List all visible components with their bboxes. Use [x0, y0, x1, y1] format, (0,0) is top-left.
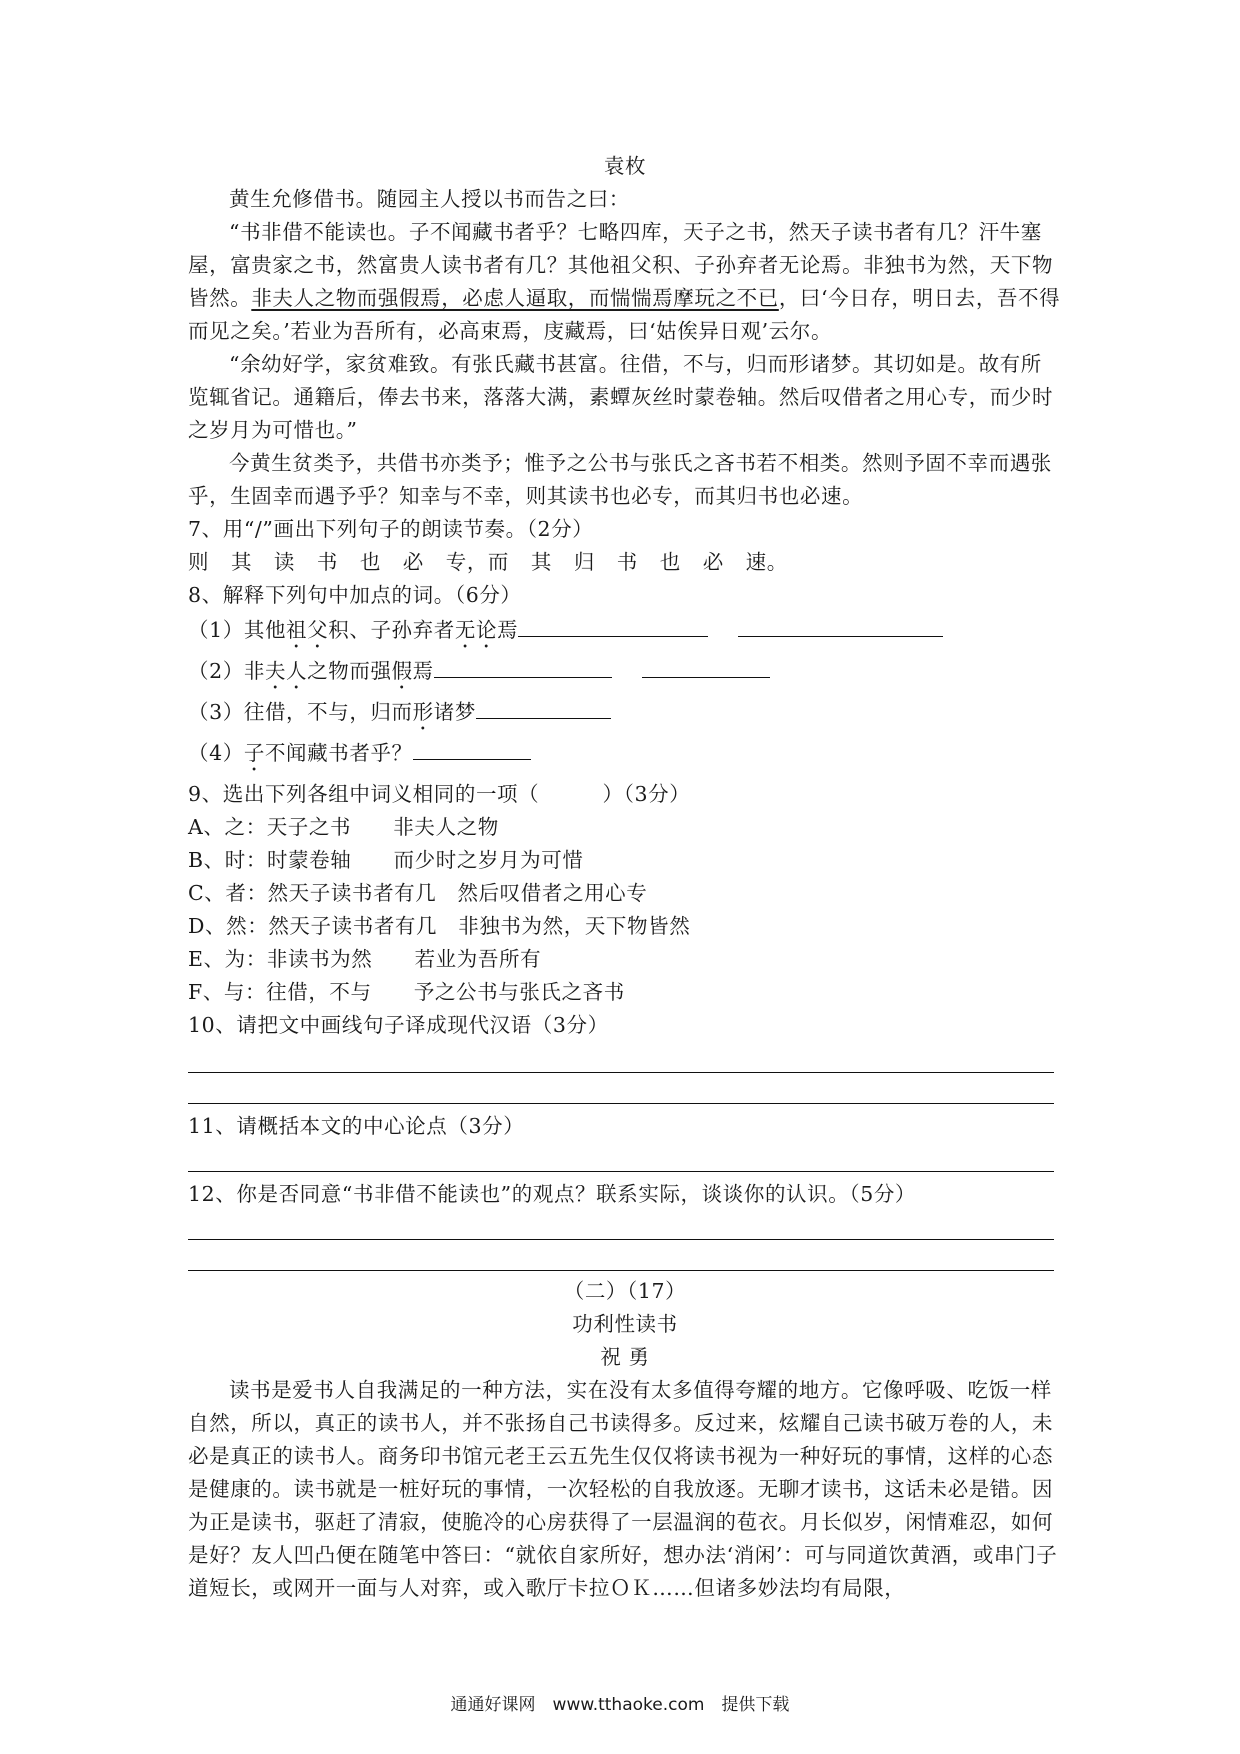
- answer-blank[interactable]: [518, 614, 708, 637]
- passage2-title: 功利性读书: [572, 1312, 678, 1336]
- passage1-paragraph-2: [188, 216, 1062, 348]
- answer-line[interactable]: [188, 1073, 1054, 1104]
- dotted-word: 假: [391, 659, 413, 683]
- question-9-option-a: A、之：天子之书 非夫人之物: [188, 815, 499, 839]
- item-text: （4）: [188, 741, 244, 765]
- answer-line[interactable]: [188, 1143, 1054, 1172]
- question-10-title: 10、请把文中画线句子译成现代汉语（3分）: [188, 1013, 609, 1037]
- rhythm-char: 其: [530, 550, 552, 574]
- rhythm-char: 也: [359, 550, 381, 574]
- rhythm-char: 书: [616, 550, 638, 574]
- dotted-word: 子: [243, 741, 265, 765]
- rhythm-char: 读: [273, 550, 296, 574]
- answer-blank[interactable]: [476, 696, 611, 719]
- rhythm-char: 速。: [745, 550, 788, 574]
- question-9-option-c: C、者：然天子读书者有几 然后叹借者之用心专: [188, 881, 648, 905]
- question-8-item-2: [188, 655, 1062, 694]
- passage2-paragraph-1: 读书是爱书人自我满足的一种方法，实在没有太多值得夸耀的地方。它像呼吸、吃饭一样自然，所以，真正的读书人，并不张扬自己书读得多。反过来，炫耀自己读书破万卷的人，未必是真正的读书人。商务印书馆元老王云五先生仅仅将读书视为一种好玩的事情，这样的心态是健康的。读书就是一桩好玩的事情，一次轻松的自我放逐。无聊才读书，这话未必是错。因为正是读书，驱赶了清寂，使脆冷的心房获得了一层温润的苞衣。月长似岁，闲情难忍，如何是好？友人凹凸便在随笔中答曰：“就依自家所好，想办法‘消闲’：可与同道饮黄酒，或串门子道短长，或网开一面与人对弈，或入歌厅卡拉ＯＫ……但诸多妙法均有局限，: [188, 1378, 1058, 1600]
- rhythm-char: 其: [230, 550, 253, 574]
- question-8-item-1: [188, 614, 1062, 653]
- answer-line[interactable]: [188, 1240, 1054, 1271]
- question-9-title: 9、选出下列各组中词义相同的一项（ ）（3分）: [188, 782, 691, 806]
- document-body: [188, 150, 1062, 1605]
- question-7-title: 7、用“/”画出下列句子的朗读节奏。（2分）: [188, 517, 594, 541]
- rhythm-char: 也: [659, 550, 681, 574]
- item-text: 焉: [412, 659, 434, 683]
- answer-blank[interactable]: [413, 737, 531, 760]
- item-text: （2）非: [188, 659, 265, 683]
- rhythm-char: 书: [316, 550, 338, 574]
- question-11-title: 11、请概括本文的中心论点（3分）: [188, 1114, 525, 1138]
- item-text: （1）其他: [188, 618, 287, 642]
- rhythm-char: 归: [573, 550, 595, 574]
- answer-line[interactable]: [188, 1042, 1054, 1073]
- answer-blank[interactable]: [738, 614, 943, 637]
- passage1-p2-start: “书非借不能读也。子不闻藏书者乎？七略四库，天子之书，然天子读书者有几？汗牛塞屋，富贵家之书，然富贵人读书者有几？其他祖父积、子孙弃者无论焉。非独书为然，天下物皆然。: [188, 220, 1054, 310]
- passage1-paragraph-4: 今黄生贫类予，共借书亦类予；惟予之公书与张氏之吝书若不相类。然则予固不幸而遇张乎，生固幸而遇予乎？知幸与不幸，则其读书也必专，而其归书也必速。: [188, 451, 1052, 508]
- rhythm-char: 必: [702, 550, 724, 574]
- passage1-p2-end: ，曰‘今日存，明日去，吾不得而见之矣。’若业为吾所有，必高束焉，庋藏焉，曰‘姑俟异日观’云尔。: [188, 286, 1061, 343]
- item-text: （3）往借，不与，归而: [188, 700, 413, 724]
- item-text: 焉: [497, 618, 519, 642]
- rhythm-char: 专，而: [445, 550, 510, 574]
- rhythm-char: 则: [188, 550, 210, 574]
- question-12-title: 12、你是否同意“书非借不能读也”的观点？联系实际，谈谈你的认识。（5分）: [188, 1182, 917, 1206]
- passage1-paragraph-1: 黄生允修借书。随园主人授以书而告之曰：: [229, 187, 630, 211]
- answer-line[interactable]: [188, 1211, 1054, 1240]
- item-text: 诸梦: [433, 700, 476, 724]
- underlined-sentence: 非夫人之物而强假焉，必虑人逼取，而惴惴焉摩玩之不已: [251, 286, 779, 310]
- question-8-item-3: [188, 696, 1062, 735]
- item-text: 不闻藏书者乎？: [264, 741, 413, 765]
- item-text: 积、子孙弃者: [328, 618, 455, 642]
- question-8-item-4: [188, 737, 1062, 776]
- dotted-word: 夫人: [264, 659, 308, 683]
- passage2-section: （二）（17）: [563, 1279, 687, 1303]
- item-text: 之物而强: [307, 659, 392, 683]
- question-9-option-d: D、然：然天子读书者有几 非独书为然，天下物皆然: [188, 914, 691, 938]
- passage1-paragraph-3: “余幼好学，家贫难致。有张氏藏书甚富。往借，不与，归而形诸梦。其切如是。故有所览辄省记。通籍后，俸去书来，落落大满，素蟫灰丝时蒙卷轴。然后叹借者之用心专，而少时之岁月为可惜也。”: [188, 352, 1054, 442]
- dotted-word: 祖父: [286, 618, 329, 642]
- question-9-option-b: B、时：时蒙卷轴 而少时之岁月为可惜: [188, 848, 584, 872]
- question-9-option-f: F、与：往借，不与 予之公书与张氏之吝书: [188, 980, 625, 1004]
- answer-blank[interactable]: [434, 655, 612, 678]
- question-8-title: 8、解释下列句中加点的词。（6分）: [188, 583, 522, 607]
- question-7-sentence: [188, 546, 788, 579]
- answer-blank[interactable]: [642, 655, 770, 678]
- dotted-word: 形: [412, 700, 434, 724]
- rhythm-char: 必: [402, 550, 424, 574]
- question-9-option-e: E、为：非读书为然 若业为吾所有: [188, 947, 542, 971]
- passage1-author: 袁枚: [603, 154, 647, 178]
- page-footer: 通通好课网 www.tthaoke.com 提供下载: [450, 1695, 790, 1715]
- dotted-word: 无论: [454, 618, 498, 642]
- passage2-author: 祝 勇: [600, 1345, 650, 1369]
